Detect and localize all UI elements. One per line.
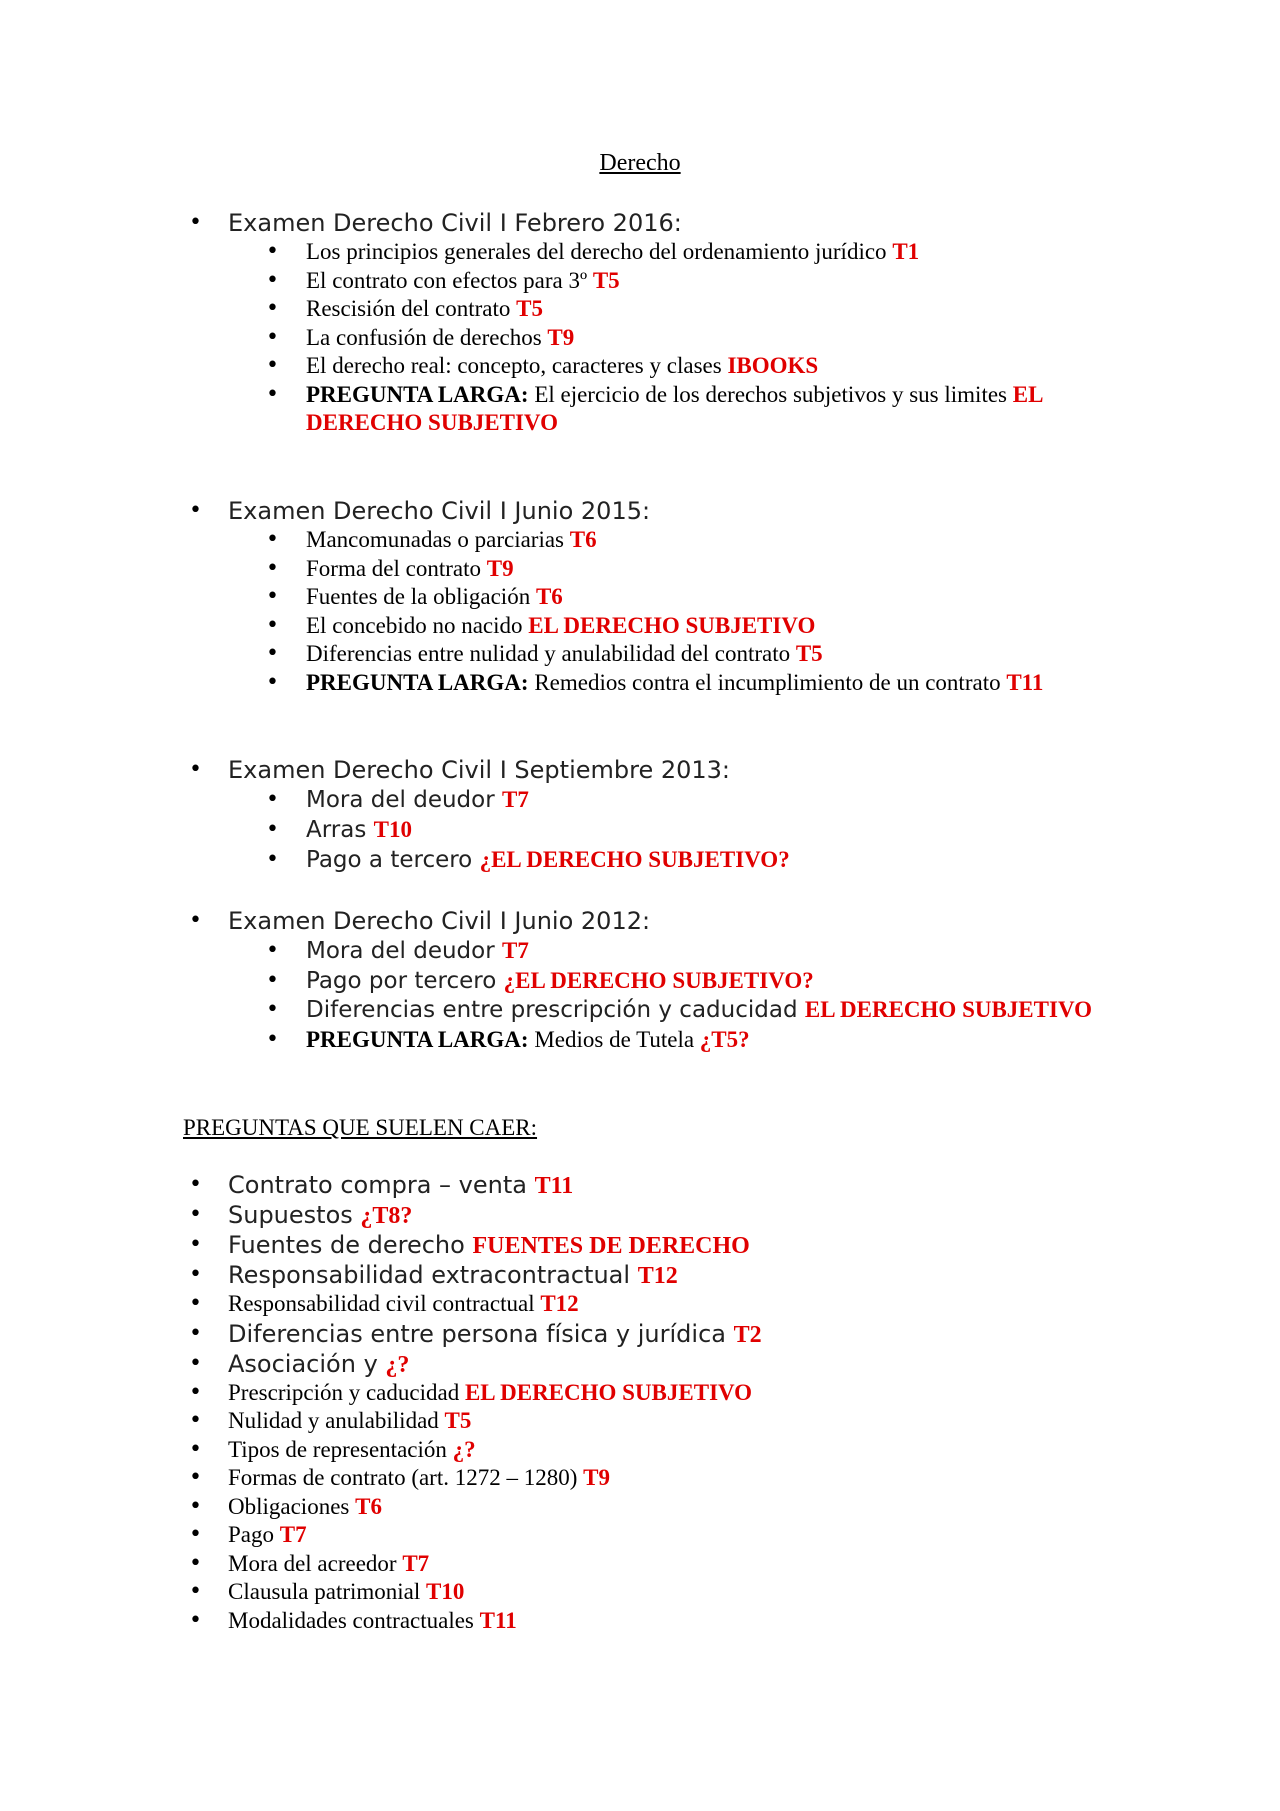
- bullet-icon: •: [189, 1320, 202, 1346]
- long-question-label: PREGUNTA LARGA:: [306, 381, 529, 407]
- exam-item: [0, 208, 1280, 438]
- topic-tag: T6: [355, 1493, 382, 1519]
- exam-heading-text: Examen Derecho Civil I Junio 2015:: [228, 497, 651, 525]
- bullet-icon: •: [266, 641, 279, 666]
- exam-list-septiembre-2013: [0, 755, 1280, 875]
- item-text: El derecho real: concepto, caracteres y clases: [306, 353, 728, 378]
- topic-tag: T10: [426, 1579, 465, 1604]
- topic-tag: FUENTES DE DERECHO: [472, 1233, 750, 1259]
- topic-tag: EL DERECHO SUBJETIVO: [804, 997, 1092, 1022]
- exam-list-junio-2015: [0, 496, 1280, 697]
- exam-item: [0, 906, 1280, 1055]
- list-item: [0, 1464, 1280, 1493]
- topic-tag: T12: [540, 1291, 579, 1316]
- item-text: Obligaciones: [228, 1493, 356, 1519]
- list-item: [0, 555, 1280, 584]
- topic-tag: ¿EL DERECHO SUBJETIVO?: [503, 968, 814, 993]
- item-text: El contrato con efectos para 3º: [306, 267, 593, 293]
- bullet-icon: •: [266, 612, 279, 638]
- topic-tag: T5: [516, 296, 543, 321]
- list-item: [0, 352, 1280, 381]
- bullet-icon: •: [189, 1550, 202, 1576]
- bullet-icon: •: [189, 210, 202, 235]
- item-text: Contrato compra – venta: [228, 1171, 535, 1199]
- topic-tag: T9: [486, 555, 514, 581]
- page-title: Derecho: [599, 150, 681, 176]
- bullet-icon: •: [266, 938, 279, 963]
- bullet-icon: •: [189, 908, 202, 933]
- topic-tag: ¿T5?: [699, 1027, 750, 1052]
- long-question-label: PREGUNTA LARGA:: [306, 669, 529, 695]
- topic-tag: T7: [502, 787, 529, 812]
- list-item: [0, 1493, 1280, 1522]
- item-text: Responsabilidad civil contractual: [228, 1291, 541, 1316]
- item-text: Nulidad y anulabilidad: [228, 1408, 445, 1433]
- list-item: [0, 267, 1280, 296]
- bullet-icon: •: [266, 267, 279, 293]
- bullet-icon: •: [189, 1291, 202, 1316]
- exam-heading: [0, 906, 1280, 936]
- list-item: [0, 612, 1280, 641]
- bullet-icon: •: [266, 381, 279, 407]
- bullet-icon: •: [266, 847, 279, 872]
- exam-item: [0, 496, 1280, 697]
- exam-heading-text: Examen Derecho Civil I Septiembre 2013:: [228, 756, 731, 784]
- exam-heading: [0, 208, 1280, 238]
- item-text: Arras: [306, 817, 374, 843]
- item-text: Modalidades contractuales: [228, 1607, 480, 1633]
- list-item: [0, 1319, 1280, 1349]
- item-text: Mora del deudor: [306, 787, 502, 813]
- bullet-icon: •: [266, 555, 279, 581]
- list-item: [0, 1349, 1280, 1379]
- item-text: Pago por tercero: [306, 968, 504, 994]
- item-text: Responsabilidad extracontractual: [228, 1261, 638, 1289]
- list-item: [0, 640, 1280, 669]
- bullet-icon: •: [266, 324, 279, 350]
- topic-tag: ¿?: [452, 1436, 476, 1462]
- list-item: [0, 1230, 1280, 1260]
- bullet-icon: •: [189, 1607, 202, 1633]
- list-item: [0, 1260, 1280, 1290]
- bullet-icon: •: [266, 817, 279, 842]
- topic-tag: T7: [502, 938, 529, 963]
- bullet-icon: •: [266, 1027, 279, 1052]
- exam-item: [0, 755, 1280, 875]
- item-text: Supuestos: [228, 1201, 361, 1229]
- list-item: [0, 583, 1280, 612]
- exam-heading-text: Examen Derecho Civil I Junio 2012:: [228, 907, 651, 935]
- item-text: Diferencias entre persona física y jurídica: [228, 1319, 734, 1348]
- bullet-icon: •: [189, 1350, 202, 1376]
- list-item: [0, 295, 1280, 324]
- exam-heading-text: Examen Derecho Civil I Febrero 2016:: [228, 209, 682, 237]
- topic-tag: IBOOKS: [727, 353, 819, 378]
- item-text: Fuentes de derecho: [228, 1231, 473, 1259]
- bullet-icon: •: [266, 669, 279, 695]
- topic-tag: T6: [535, 584, 563, 609]
- list-item: [0, 1026, 1280, 1055]
- bullet-icon: •: [189, 1579, 202, 1604]
- list-item: [0, 845, 1280, 875]
- item-text: El ejercicio de los derechos subjetivos y sus limites: [528, 381, 1013, 407]
- topic-tag: T11: [479, 1607, 517, 1633]
- bullet-icon: •: [266, 527, 279, 552]
- topic-tag: T12: [637, 1263, 678, 1289]
- topic-tag: T5: [592, 267, 620, 293]
- topic-tag: T10: [373, 817, 412, 842]
- list-item: [0, 815, 1280, 845]
- bullet-icon: •: [189, 1408, 202, 1433]
- item-text: Mora del acreedor: [228, 1550, 403, 1576]
- item-text: Remedios contra el incumplimiento de un contrato: [528, 669, 1007, 695]
- bullet-icon: •: [189, 757, 202, 782]
- exam-list-junio-2012: [0, 906, 1280, 1055]
- list-item: [0, 1379, 1280, 1408]
- exam-questions: [0, 526, 1280, 697]
- item-text: Mancomunadas o parciarias: [306, 527, 570, 552]
- bullet-icon: •: [266, 787, 279, 812]
- frequent-questions-list: [0, 1170, 1280, 1635]
- topic-tag: T6: [569, 527, 597, 552]
- item-text: Prescripción y caducidad: [228, 1379, 465, 1405]
- list-item: [0, 526, 1280, 555]
- topic-tag: EL DERECHO SUBJETIVO: [464, 1379, 753, 1405]
- list-item: [0, 1607, 1280, 1636]
- list-item: [0, 324, 1280, 353]
- bullet-icon: •: [189, 1202, 202, 1227]
- topic-tag: EL DERECHO SUBJETIVO: [306, 381, 1043, 435]
- bullet-icon: •: [266, 968, 279, 993]
- topic-tag: T7: [402, 1550, 430, 1576]
- bullet-icon: •: [266, 997, 279, 1022]
- item-text: Los principios generales del derecho del ordenamiento jurídico: [306, 239, 893, 264]
- exam-questions: [0, 785, 1280, 875]
- list-item: [0, 1550, 1280, 1579]
- topic-tag: T5: [795, 641, 823, 666]
- list-item: [0, 936, 1280, 966]
- item-text: Forma del contrato: [306, 555, 487, 581]
- item-text: Rescisión del contrato: [306, 296, 517, 321]
- bullet-icon: •: [189, 1232, 202, 1257]
- item-text: Diferencias entre nulidad y anulabilidad del contrato: [306, 641, 796, 666]
- bullet-icon: •: [266, 584, 279, 609]
- item-text: Pago a tercero: [306, 847, 480, 873]
- list-item: [0, 669, 1280, 698]
- topic-tag: T2: [733, 1321, 762, 1348]
- bullet-icon: •: [189, 1262, 202, 1287]
- exam-questions: [0, 238, 1280, 438]
- list-item: [0, 1407, 1280, 1436]
- item-text: La confusión de derechos: [306, 324, 548, 350]
- list-item: [0, 238, 1280, 267]
- topic-tag: T7: [279, 1522, 307, 1547]
- item-text: Mora del deudor: [306, 938, 502, 964]
- topic-tag: T5: [444, 1408, 472, 1433]
- item-text: Diferencias entre prescripción y caducidad: [306, 997, 805, 1023]
- exam-heading: [0, 755, 1280, 785]
- topic-tag: T1: [892, 239, 920, 264]
- list-item: [0, 1521, 1280, 1550]
- exam-list-febrero-2016: [0, 208, 1280, 438]
- list-item: [0, 1170, 1280, 1200]
- exam-questions: [0, 936, 1280, 1055]
- topic-tag: ¿T8?: [360, 1203, 413, 1229]
- topic-tag: ¿?: [385, 1351, 410, 1378]
- list-item: [0, 381, 1280, 438]
- list-item: [0, 1200, 1280, 1230]
- bullet-icon: •: [189, 1465, 202, 1490]
- bullet-icon: •: [189, 1493, 202, 1519]
- list-item: [0, 966, 1280, 996]
- bullet-icon: •: [189, 498, 202, 523]
- frequent-questions-title: PREGUNTAS QUE SUELEN CAER:: [183, 1115, 538, 1140]
- topic-tag: T11: [534, 1173, 574, 1199]
- list-item: [0, 1578, 1280, 1607]
- exam-heading: [0, 496, 1280, 526]
- topic-tag: T9: [583, 1465, 610, 1490]
- item-text: Clausula patrimonial: [228, 1579, 427, 1604]
- item-text: Pago: [228, 1522, 280, 1547]
- bullet-icon: •: [189, 1522, 202, 1547]
- item-text: Fuentes de la obligación: [306, 584, 536, 609]
- long-question-label: PREGUNTA LARGA:: [306, 1027, 529, 1052]
- topic-tag: EL DERECHO SUBJETIVO: [528, 612, 816, 638]
- list-item: [0, 785, 1280, 815]
- item-text: Tipos de representación: [228, 1436, 453, 1462]
- item-text: Medios de Tutela: [528, 1027, 700, 1052]
- bullet-icon: •: [189, 1172, 202, 1197]
- item-text: Asociación y: [228, 1349, 386, 1378]
- list-item: [0, 1436, 1280, 1465]
- topic-tag: ¿EL DERECHO SUBJETIVO?: [479, 847, 790, 872]
- bullet-icon: •: [266, 239, 279, 264]
- bullet-icon: •: [266, 353, 279, 378]
- item-text: Formas de contrato (art. 1272 – 1280): [228, 1465, 584, 1490]
- list-item: [0, 1290, 1280, 1319]
- list-item: [0, 996, 1280, 1026]
- bullet-icon: •: [266, 296, 279, 321]
- bullet-icon: •: [189, 1379, 202, 1405]
- bullet-icon: •: [189, 1436, 202, 1462]
- topic-tag: T9: [547, 324, 575, 350]
- topic-tag: T11: [1006, 669, 1044, 695]
- item-text: El concebido no nacido: [306, 612, 529, 638]
